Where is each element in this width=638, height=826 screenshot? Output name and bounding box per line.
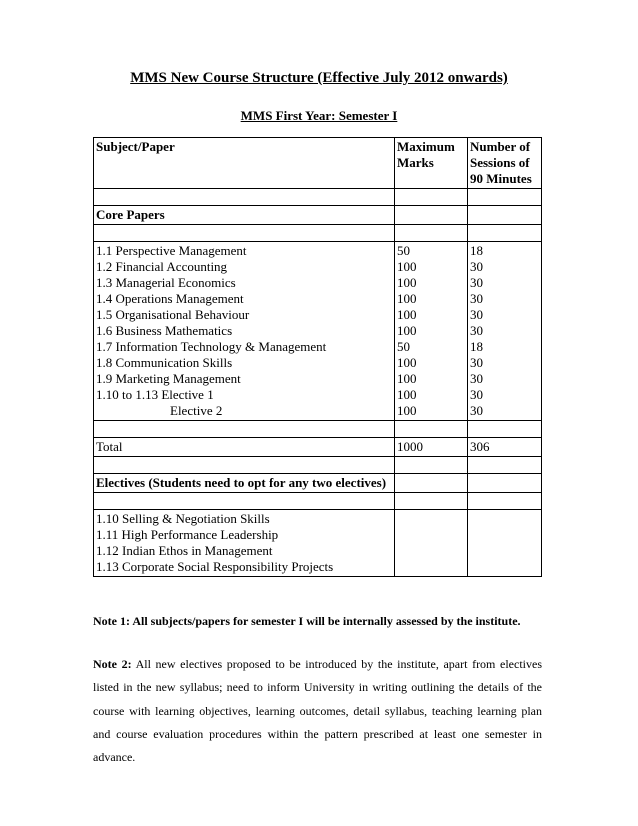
core-paper-session: 30	[470, 323, 483, 338]
core-paper-name: 1.1 Perspective Management	[96, 243, 247, 258]
core-paper-marks	[395, 242, 468, 421]
core-paper-sessions	[468, 242, 542, 421]
core-paper-name: 1.2 Financial Accounting	[96, 259, 228, 274]
core-papers-row	[94, 242, 542, 421]
total-row	[94, 438, 542, 457]
header-sessions	[468, 138, 542, 189]
core-paper-session: 18	[470, 339, 483, 354]
core-paper-session: 30	[470, 403, 483, 418]
core-paper-name: 1.8 Communication Skills	[96, 355, 233, 370]
note-2-text: All new electives proposed to be introduced by the institute, apart from electives listed in the new syllabus; need to inform University in writing outlining the details of the course with learning objectives, learning outcomes, detail syllabus, teaching learning plan and course evaluation procedures within the pattern prescribed at least one semester in advance.	[93, 657, 542, 765]
core-paper-mark: 100	[397, 403, 417, 418]
core-paper-mark: 100	[397, 323, 417, 338]
core-paper-session: 30	[470, 371, 483, 386]
note-2-label: Note 2:	[93, 657, 132, 671]
header-subject: Subject/Paper	[94, 138, 395, 189]
table-header-row	[94, 138, 542, 189]
core-paper-mark: 100	[397, 275, 417, 290]
note-2	[93, 653, 542, 769]
core-paper-session: 30	[470, 275, 483, 290]
core-paper-mark: 100	[397, 387, 417, 402]
core-paper-name: 1.5 Organisational Behaviour	[96, 307, 250, 322]
core-paper-name: 1.6 Business Mathematics	[96, 323, 233, 338]
section-row-core	[94, 206, 542, 225]
core-paper-mark: 50	[397, 243, 410, 258]
core-paper-names	[94, 242, 395, 421]
elective-name: 1.10 Selling & Negotiation Skills	[96, 511, 270, 526]
core-paper-mark: 100	[397, 259, 417, 274]
header-sessions-line: 90 Minutes	[470, 171, 532, 186]
header-sessions-line: Number of	[470, 139, 531, 154]
elective-names	[94, 510, 395, 577]
page-subtitle: MMS First Year: Semester I	[240, 108, 398, 123]
section-core-label: Core Papers	[94, 206, 395, 225]
total-label: Total	[94, 438, 395, 457]
core-paper-name: 1.4 Operations Management	[96, 291, 244, 306]
header-marks-line: Maximum	[397, 139, 455, 154]
core-paper-name: 1.3 Managerial Economics	[96, 275, 236, 290]
header-max-marks	[395, 138, 468, 189]
section-electives-label: Electives (Students need to opt for any two electives)	[94, 474, 395, 493]
core-paper-name: Elective 2	[170, 403, 223, 418]
core-paper-session: 30	[470, 307, 483, 322]
core-paper-session: 30	[470, 387, 483, 402]
core-paper-session: 30	[470, 355, 483, 370]
core-paper-name: 1.9 Marketing Management	[96, 371, 241, 386]
core-paper-session: 30	[470, 259, 483, 274]
header-sessions-line: Sessions of	[470, 155, 530, 170]
spacer-row	[94, 421, 542, 438]
note-1: Note 1: All subjects/papers for semester I will be internally assessed by the institute.	[93, 614, 521, 628]
core-paper-mark: 50	[397, 339, 410, 354]
core-paper-session: 30	[470, 291, 483, 306]
spacer-row	[94, 457, 542, 474]
course-structure-table	[93, 137, 542, 577]
core-paper-mark: 100	[397, 371, 417, 386]
core-paper-mark: 100	[397, 307, 417, 322]
core-paper-name: 1.7 Information Technology & Management	[96, 339, 327, 354]
electives-row	[94, 510, 542, 577]
total-marks: 1000	[395, 438, 468, 457]
core-paper-mark: 100	[397, 355, 417, 370]
core-paper-session: 18	[470, 243, 483, 258]
elective-name: 1.12 Indian Ethos in Management	[96, 543, 273, 558]
section-row-electives	[94, 474, 542, 493]
core-paper-name: 1.10 to 1.13 Elective 1	[96, 387, 214, 402]
elective-name: 1.11 High Performance Leadership	[96, 527, 279, 542]
spacer-row	[94, 493, 542, 510]
total-sessions: 306	[468, 438, 542, 457]
header-marks-line: Marks	[397, 155, 434, 170]
elective-name: 1.13 Corporate Social Responsibility Projects	[96, 559, 334, 574]
core-paper-mark: 100	[397, 291, 417, 306]
page-title: MMS New Course Structure (Effective July 2012 onwards)	[130, 70, 508, 86]
spacer-row	[94, 189, 542, 206]
spacer-row	[94, 225, 542, 242]
